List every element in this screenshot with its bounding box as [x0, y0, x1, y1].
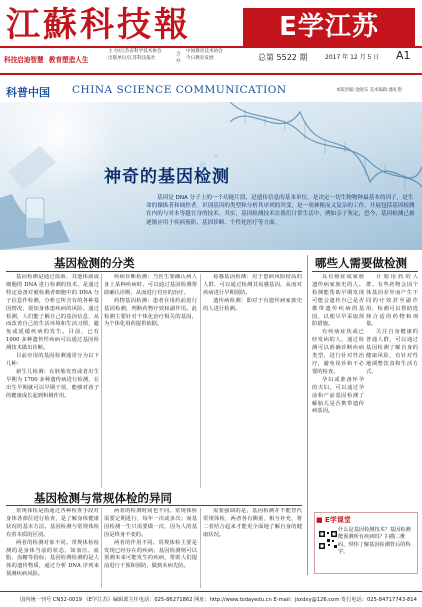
slogan-1: 科技启迪智慧: [4, 56, 44, 64]
publisher-line: 今日教育发展: [186, 55, 214, 61]
svg-text:江蘇科技報: 江蘇科技報: [6, 5, 191, 45]
article2-column-1: [312, 274, 364, 508]
article1-column-1: [6, 274, 99, 488]
e-class-heading: ■ E学课堂: [316, 516, 351, 524]
publisher-line: 出版单位/江苏科技报社: [108, 55, 156, 61]
article1-paragraph: 基因检测是通过血液、其他体液或细胞的 DNA 进行检测的技术，是通过特定设备对被检测者细胞中的 DNA 分子信息作检测，分析它所含有的各种基因情况，预知身体患疾病的风险。通过检测，人们能了解自己的基因信息，从而改善自己的生活环境和生活习惯，避免或延缓疾病的发生。目前，已有 1000 多种遗传性疾病可以通过基因检测技术做出诊断。: [6, 274, 99, 352]
article1-paragraph: 遗传病检测：即对于有遗传病家族史的人进行检测。: [203, 297, 302, 312]
article3-paragraph: 需要强调的是，基因检测并不能替代常规体检，两者各有侧重，相互补充，将二者结合起来才能更全面地了解自身的健康状况。: [203, 508, 302, 538]
editors-credit: 本版责编:金晓东 美术编辑:潘礼艳: [336, 88, 402, 93]
masthead-divider: [0, 46, 422, 48]
article3-column-1: [6, 508, 99, 588]
article3-rule: [6, 505, 302, 506]
slogan-2: 教育塑造人生: [48, 56, 89, 64]
article1-column-2: [104, 274, 197, 488]
qr-code-icon[interactable]: [318, 530, 338, 550]
article2-paragraph: 具有癌症或家族遗传病家族史的人。检测能帮助早期发现可能会遗传自己是否携带遗传疾病的基因，以便尽早采取预防措施。: [312, 274, 364, 328]
slogan: [4, 54, 91, 64]
e-class-text: 什么是基因检测技术？基因检测能预测所有疾病吗？扫描二维码，带你了解基因检测背后的科学。: [338, 527, 411, 555]
article2-paragraph: 关注自身健康的普通人群，可以通过基因检测了解自身的健康风险，有针对性地调整饮食和生活方式。: [366, 329, 418, 375]
hero-title: 神奇的基因检测: [104, 167, 230, 187]
publisher-line: 主 办/江苏省科学技术协会: [108, 49, 162, 54]
article3-paragraph: 两者的检测时间也不同。常规体检需要定期进行，每年一次或多次；而基因检测一生只需要做一次，因为人的基因是终身不变的。: [104, 508, 197, 538]
article1-paragraph: 药物基因检测：患者在用药前进行基因检测，判断药物疗效和副作用。此检测主要针对个体化治疗相关的基因，为个体化用药提供依据。: [104, 297, 197, 328]
article3-paragraph: 两者的检测对象不同。常规体检检测的是身体当前的状态，如血压、血脂、血糖等指标；基因检测检测的是人体的遗传物质，通过分析 DNA 序列来预测疾病风险。: [6, 539, 99, 578]
article2-rule: [312, 271, 418, 272]
column-divider: [101, 508, 102, 588]
issue-total: 总第 5522 期: [258, 53, 308, 62]
masthead: [0, 0, 422, 76]
article1-paragraph: 易感基因检测：对于患病风险较高的人群，可以通过检测其易感基因，从而对疾病进行早期预防。: [203, 274, 302, 296]
section-divider: [307, 255, 308, 575]
article1-column-3: [203, 274, 302, 488]
article1-title: 基因检测的分类: [54, 256, 135, 270]
column-divider: [200, 508, 201, 588]
column-divider: [200, 274, 201, 488]
article3-paragraph: 常规体检是指通过各种检查手段对身体各部位进行检查，是了解身体健康状况的基本方法。基因检测与常规体检有着本质的区别。: [6, 508, 99, 538]
article1-paragraph: 新生儿检测：在胚胎发育或者出生早期为 1700 多种遗传病进行检测，在出生早期就可以早期干预，能够对孩子的健康成长起到积极作用。: [6, 368, 99, 399]
article2-paragraph: 孕妇或准备怀孕的夫妇，可以通过孕前和产前基因检测了解胎儿是否携带遗传病基因。: [312, 376, 364, 415]
hero-intro: 基因是 DNA 分子上的一个功能片段，是遗传信息的基本单位，是决定一切生物物种最基本的因子，是生命的操纵者和调控者。识别基因的类型和分析其序列的突变，是一项神秘而又复杂的工作。开展包括基因检测在内的与对本等越在身的技术。其实，基因检测技术在我们日常生活中，例如亲子鉴定，恐今，基因检测已被逐渐应用于疾病预防、基因诊断、个性化医疗等方面。: [146, 195, 415, 226]
page-footer: 国内统一刊号 CN32-0019 《E学江苏》编辑部主任电话：025-86271862 网址：http://www.todayedu.cn E-mail：jsxdxy@126.com 发行电话：025-84717743-814: [0, 591, 422, 607]
hero-banner: [0, 102, 422, 250]
article2-paragraph: 有疾病症状或已经发病的人，通过检测可以准确诊断疾病类型，进行针对性治疗，避免误诊和不必要的检查。: [312, 329, 364, 375]
section-title-en: CHINA SCIENCE COMMUNICATION: [72, 84, 287, 96]
article2-paragraph: 计划用药的人群。有些药物会因个体基因差异而产生不同的疗效甚至副作用，检测可以帮助选择合适的药物和剂量。: [366, 274, 418, 328]
newspaper-logo: [4, 2, 210, 46]
article1-paragraph: 疾病诊断检测：当医生要确认病人身上某种疾病时，可以通过基因检测帮助确认诊断，从而进行对应的治疗。: [104, 274, 197, 296]
publisher-line: 中国教育技术协会: [186, 49, 223, 54]
article1-rule: [6, 271, 302, 272]
masthead-bottom-rule: [0, 73, 422, 75]
article3-column-2: [104, 508, 197, 588]
cosponsor-info: [186, 49, 258, 62]
article3-paragraph: 两者的作用不同。常规体检主要是发现已经存在的疾病；基因检测则可以预测未来可能发生的疾病，帮助人们提前进行干预和预防，做到未病先防。: [104, 539, 197, 570]
article2-title: 哪些人需要做检测: [315, 256, 407, 270]
article3-title: 基因检测与常规体检的异同: [34, 491, 172, 505]
issue-date: 2017 年 12 月 5 日: [325, 54, 380, 61]
column-divider: [101, 274, 102, 488]
article3-column-3: [203, 508, 302, 588]
cosponsor-label: 合 办: [176, 52, 181, 64]
page-number: A1: [396, 49, 411, 62]
section-title-cn: 科普中国: [6, 86, 50, 99]
article2-column-2: [366, 274, 418, 508]
brand-title: E学江苏: [243, 8, 415, 46]
article1-paragraph: 目前应用的基因检测通常分为以下几种：: [6, 353, 99, 367]
